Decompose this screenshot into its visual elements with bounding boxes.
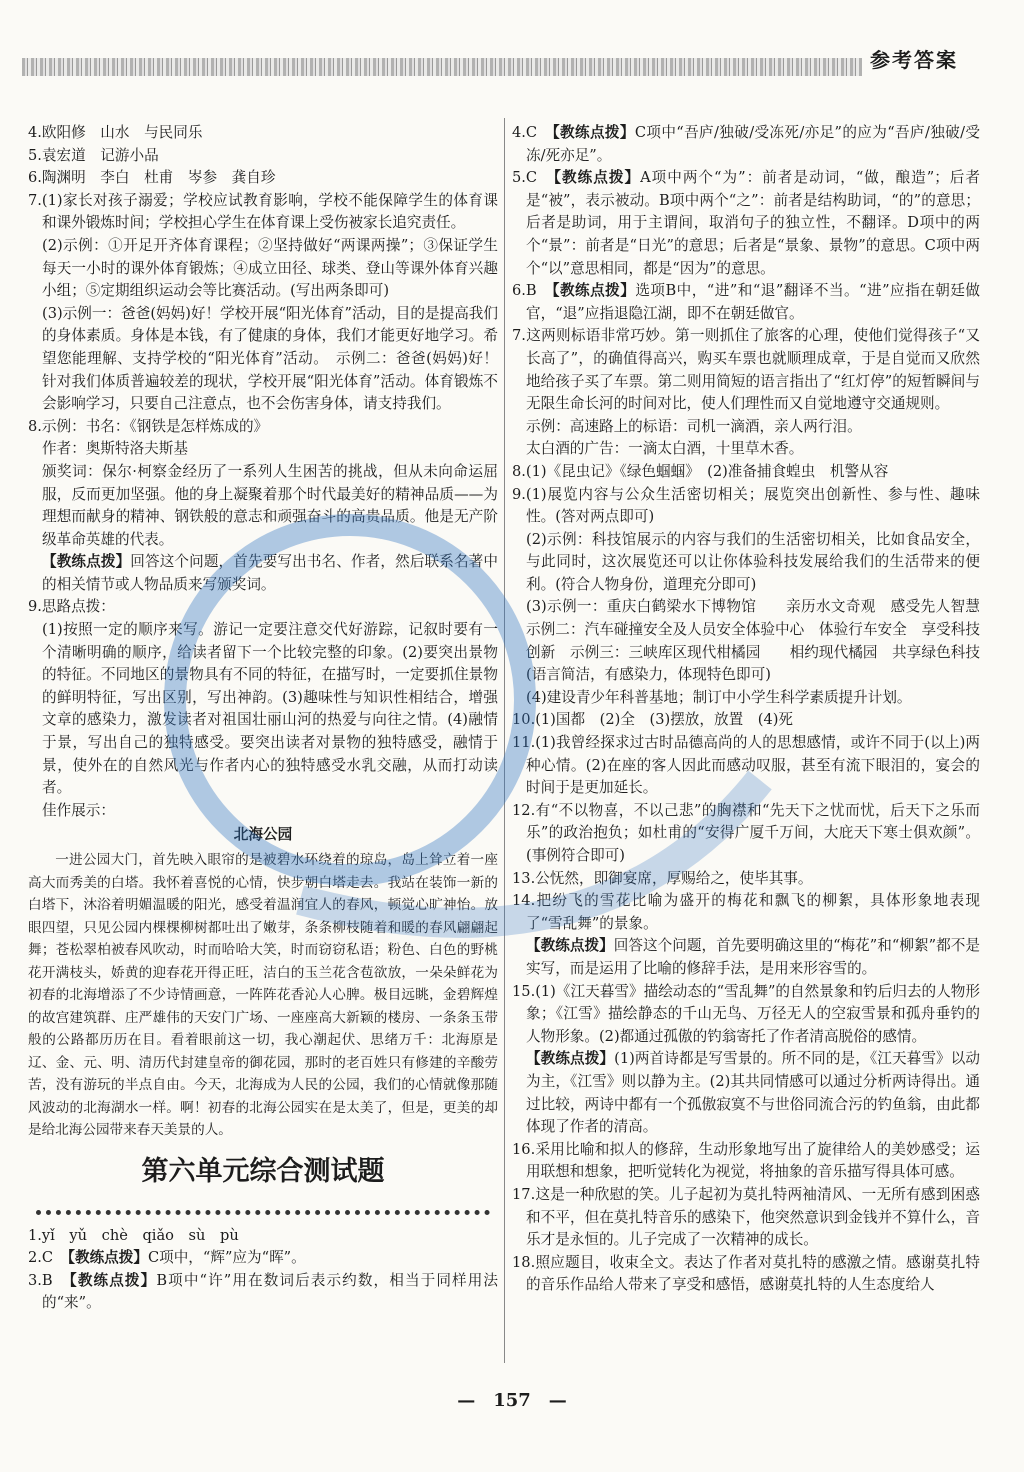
answer-item [512,280,980,325]
answer-item: 16.采用比喻和拟人的修辞，生动形象地写出了旋律给人的美妙感受；运用联想和想象，把听觉转化为视觉，将抽象的音乐描写得具体可感。 [512,1140,980,1181]
answer-number: 6.B [512,282,553,300]
coach-tip-tag: 【教练点拨】 [526,1050,615,1068]
dotted-separator [36,1196,490,1215]
answer-item: (2)示例：科技馆展示的内容与我们的生活密切相关，比如食品安全，与此同时，这次展览还可以让你体验科技发展给我们的生活带来的便利。(符合人物身份，道理充分即可) [526,530,980,593]
coach-tip-tag: 【教练点拨】 [553,169,641,187]
header-decorative-band [22,58,862,76]
answer-item: 13.公怃然，即御宴席，厚赐给之，使毕其事。 [512,869,813,887]
answer-item: 10.(1)国都 (2)全 (3)摆放，放置 (4)死 [512,711,794,729]
answer-item: 5.袁宏道 记游小品 [28,146,159,164]
answer-text: (1)两首诗都是写雪景的。所不同的是，《江天暮雪》以动为主，《江雪》则以静为主。(2)其共同情感可以通过分析两诗得出。通过比较，两诗中都有一个孤傲寂寞不与世俗同流合污的钓鱼翁，由此都体现了作者的清高。 [526,1050,980,1136]
answer-item: 佳作展示： [42,801,115,819]
answer-item [512,167,980,280]
answer-text: B项中“许”用在数词后表示约数，相当于同样用法的“来”。 [42,1271,499,1312]
answer-number: 5.C [512,169,554,187]
answer-item: 示例：高速路上的标语：司机一滴酒，亲人两行泪。 [526,417,862,435]
page-number: — 157 — [457,1390,567,1411]
answer-text: C项中，“辉”应为“晖”。 [147,1249,306,1267]
answer-item: 9.(1)展览内容与公众生活密切相关；展览突出创新性、参与性、趣味性。(答对两点即可) [512,485,980,526]
answer-item: 作者：奥斯特洛夫斯基 [42,440,188,458]
answer-text: C项中“吾庐/独破/受冻死/亦足”的应为“吾庐/独破/受冻/死亦足”。 [526,124,980,164]
column-divider [504,118,505,1363]
answer-text: 选项B中，“进”和“退”翻译不当。“进”应指在朝廷做官，“退”应指退隐江湖，即不在朝廷做官。 [526,282,980,322]
coach-tip-tag: 【教练点拨】 [526,937,614,955]
answer-item: (2)示例：①开足开齐体育课程；②坚持做好“两课两操”；③保证学生每天一小时的课外体育锻炼；④成立田径、球类、登山等课外体育兴趣小组；⑤定期组织运动会等比赛活动。(写出两条即可) [42,236,498,300]
answer-item: 9.思路点拨： [28,598,115,616]
coach-tip-tag: 【教练点拨】 [67,1249,148,1267]
left-answer-list [28,122,498,822]
answer-number: 2.C [28,1249,68,1267]
answer-text: 回答这个问题，首先要写出书名、作者，然后联系名著中的相关情节或人物品质来写颁奖词。 [42,553,498,593]
answer-item: (4)建设青少年科普基地；制订中小学生科学素质提升计划。 [526,688,912,706]
answer-item [512,122,980,167]
left-column [28,122,498,1315]
answer-item [28,1270,498,1315]
answer-item: (3)示例一：爸爸(妈妈)好！学校开展“阳光体育”活动，目的是提高我们的身体素质。身体是本钱，有了健康的身体，我们才能更好地学习。希望您能理解、支持学校的“阳光体育”活动。 示例二：爸爸(妈妈)好！针对我们体质普遍较差的现状，学校开展“阳光体育”活动。体育锻炼不会影响学习，只要自己注意点，也不会伤害身体，请支持我们。 [42,304,498,413]
answer-item: 12.有“不以物喜，不以己悲”的胸襟和“先天下之忧而忧，后天下之乐而乐”的政治抱负；如杜甫的“安得广厦千万间，大庇天下寒士俱欢颜”。(事例符合即可) [512,801,980,864]
essay-body: 一进公园大门，首先映入眼帘的是被碧水环绕着的琼岛，岛上耸立着一座高大而秀美的白塔。我怀着喜悦的心情，快步朝白塔走去。我站在装饰一新的白塔下，沐浴着明媚温暖的阳光，感受着温润宜人的春风，顿觉心旷神怡。放眼四望，只见公园内棵棵柳树都吐出了嫩芽，条条柳枝随着和暖的春风翩翩起舞；苍松翠柏被春风吹动，时而哈哈大笑，时而窃窃私语；粉色、白色的野桃花开满枝头，娇黄的迎春花开得正旺，洁白的玉兰花含苞欲放，一朵朵鲜花为初春的北海增添了不少诗情画意，一阵阵花香沁人心脾。极目远眺，金碧辉煌的故宫建筑群、庄严雄伟的天安门广场、一座座高大新颖的楼房、一条条玉带般的公路都历历在目。看着眼前这一切，我心潮起伏、思绪万千：北海原是辽、金、元、明、清历代封建皇帝的御花园，那时的老百姓只有修建的辛酸劳苦，没有游玩的半点自由。今天，北海成为人民的公园，我们的心情就像那随风波动的北海湖水一样。啊！初春的北海公园实在是太美了，但是，更美的却是给北海公园带来春天美景的人。 [28,852,498,1138]
answer-item: 1.yǐ yǔ chè qiǎo sù pù [28,1226,239,1244]
answer-item: 6.陶渊明 李白 杜甫 岑参 龚自珍 [28,169,276,187]
answer-item: 14.把纷飞的雪花比喻为盛开的梅花和飘飞的柳絮，具体形象地表现了“雪乱舞”的景象。 [512,892,980,932]
answer-item: 11.(1)我曾经探求过古时品德高尚的人的思想感情，或许不同于(以上)两种心情。(2)在座的客人因此而感动叹服，甚至有流下眼泪的，宴会的时间于是更加延长。 [512,734,980,797]
answer-item: 7.这两则标语非常巧妙。第一则抓住了旅客的心理，使他们觉得孩子“又长高了”，的确值得高兴，购买车票也就顺理成章，于是自觉而又欣然地给孩子买了车票。第二则用简短的语言指出了“红灯停”的短暂瞬间与无限生命长河的时间对比，使人们理性而又自觉地遵守交通规则。 [512,327,980,413]
coach-tip-tag: 【教练点拨】 [69,1271,157,1289]
answer-item: 8.(1)《昆虫记》《绿色蝈蝈》 (2)准备捕食蝗虫 机警从容 [512,462,889,480]
answer-item: 太白酒的广告：一滴太白酒，十里草木香。 [526,440,804,458]
answer-item [28,1247,498,1270]
answer-item: (3)示例一：重庆白鹤梁水下博物馆 亲历水文奇观 感受先人智慧 示例二：汽车碰撞安全及人员安全体验中心 体验行车安全 享受科技创新 示例三：三峡库区现代柑橘园 相约现代橘园 共享绿色科技(语言简洁，有感染力，体现特色即可) [526,598,995,684]
answer-item: 8.示例：书名：《钢铁是怎样炼成的》 [28,417,269,435]
answer-item [28,551,498,596]
answer-item: 15.(1)《江天暮雪》描绘动态的“雪乱舞”的自然景象和钓后归去的人物形象；《江雪》描绘静态的千山无鸟、万径无人的空寂雪景和孤舟垂钓的人物形象。(2)都通过孤傲的钓翁寄托了作者清高脱俗的感情。 [512,982,980,1045]
answer-number: 4.C [512,124,553,141]
answer-item: 4.欧阳修 山水 与民同乐 [28,124,203,141]
answer-item [512,1048,980,1138]
answer-item: 18.照应题目，收束全文。表达了作者对莫扎特的感激之情。感谢莫扎特的音乐作品给人带来了享受和感悟，感谢莫扎特的人生态度给人 [512,1253,980,1294]
answer-item: 颁奖词：保尔·柯察金经历了一系列人生困苦的挑战，但从未向命运屈服，反而更加坚强。他的身上凝聚着那个时代最美好的精神品质——为理想而献身的精神、钢铁般的意志和顽强奋斗的高贵品质。他是无产阶级革命英雄的代表。 [42,462,498,548]
answer-text: A项中两个“为”：前者是动词，“做，酿造”；后者是“被”，表示被动。B项中两个“之”：前者是结构助词，“的”的意思；后者是助词，用于主谓间，取消句子的独立性，不翻译。D项中的两个“景”：前者是“日光”的意思；后者是“景象、景物”的意思。C项中两个“以”意思相同，都是“因为”的意思。 [526,169,981,277]
right-column [512,122,995,1297]
answer-item: (1)按照一定的顺序来写。游记一定要注意交代好游踪，记叙时要有一个清晰明确的顺序，给读者留下一个比较完整的印象。(2)要突出景物的特征。不同地区的景物具有不同的特征，在描写时，一定要抓住景物的鲜明特征，写出区别，写出神韵。(3)趣味性与知识性相结合，增强文章的感染力，激发读者对祖国壮丽山河的热爱与向往之情。(4)融情于景，写出自己的独特感受。要突出读者对景物的独特感受，融情于景，使外在的自然风光与作者内心的独特感受水乳交融，从而打动读者。 [42,621,498,797]
essay-title: 北海公园 [233,826,293,844]
answer-item [512,935,980,980]
right-answer-list [512,122,995,1297]
unit-title: 第六单元综合测试题 [141,1155,385,1187]
coach-tip-tag: 【教练点拨】 [552,282,636,300]
answer-item: 7.(1)家长对孩子溺爱；学校应试教育影响，学校不能保障学生的体育课和课外锻炼时间；学校担心学生在体育课上受伤被家长追究责任。 [28,191,498,232]
answer-item: 17.这是一种欣慰的笑。儿子起初为莫扎特两袖清风、一无所有感到困惑和不平，但在莫扎特音乐的感染下，他突然意识到金钱并不算什么，音乐才是永恒的。儿子完成了一次精神的成长。 [512,1185,980,1249]
header-title: 参考答案 [870,48,958,72]
answer-text: 回答这个问题，首先要明确这里的“梅花”和“柳絮”都不是实写，而是运用了比喻的修辞手法，是用来形容雪的。 [526,937,980,977]
coach-tip-tag: 【教练点拨】 [42,553,131,571]
coach-tip-tag: 【教练点拨】 [552,124,635,141]
answer-number: 3.B [28,1271,70,1289]
left-after-list [28,1225,498,1315]
